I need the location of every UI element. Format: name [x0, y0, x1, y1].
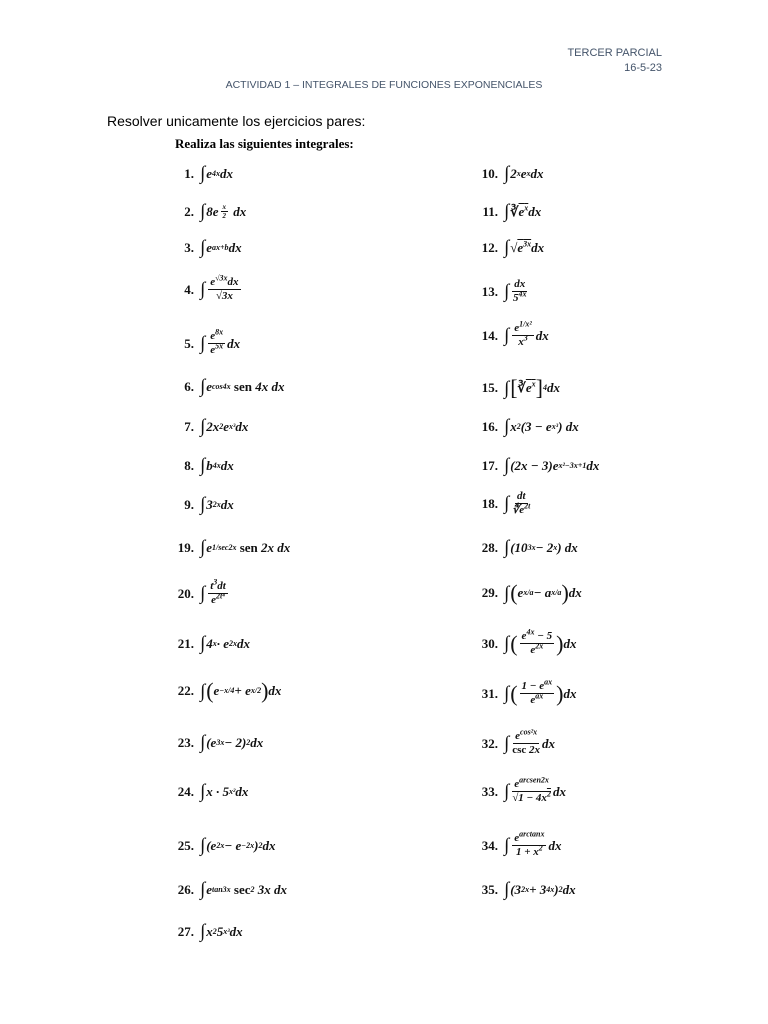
exercise-expression: ∫ ( $\frac{1 - e^{ax}}{e^{ax}}$ ) dx	[504, 677, 577, 706]
exercise-expression: ∫ (e 3x − 2) 2 dx	[200, 732, 264, 753]
exercise-number: 18.	[481, 495, 498, 511]
exercise-expression: ∫ $\frac{e^{8x}}{e^{5x}}$ dx	[200, 327, 241, 356]
exercise-31	[476, 677, 577, 707]
exercise-expression: ∫ ( e −x/4 + e x/2 ) dx	[200, 678, 282, 703]
exercise-9	[172, 495, 234, 514]
exercise-26	[172, 880, 287, 899]
exercise-number: 17.	[481, 457, 498, 473]
exercise-number: 11.	[482, 203, 498, 219]
exercise-8	[172, 456, 234, 475]
exercise-23	[172, 733, 263, 752]
exercise-expression: ∫ 4 x · e 2x dx	[200, 633, 250, 654]
exercise-14	[476, 319, 549, 349]
exercise-11	[476, 202, 541, 221]
exercise-number: 10.	[481, 165, 498, 181]
exercise-expression: ∫ ( $\frac{e^{4x} - 5}{e^{2x}}$ ) dx	[504, 627, 577, 656]
exercise-expression: ∫ (2x − 3)e x²−3x+1 dx	[504, 455, 600, 476]
exercise-15	[476, 377, 560, 399]
exercise-number: 35.	[481, 881, 498, 897]
exercise-number: 19.	[177, 539, 194, 555]
exercise-expression: ∫ e 1/sec2x sen 2x dx	[200, 537, 291, 558]
exercise-number: 32.	[481, 735, 498, 751]
exercise-number: 30.	[481, 635, 498, 651]
exercise-28	[476, 538, 578, 557]
exercise-expression: ∫ $\frac{e^{1/x^2}}{x^3}$ dx	[504, 319, 549, 348]
exercise-expression: ∫ x 2 (3 − e x³ ) dx	[504, 416, 579, 437]
exercise-number: 7.	[184, 418, 194, 434]
exercise-expression: ∫ $\frac{e^{arcsen2x}}{√1 - 4x^2}$ dx	[504, 775, 566, 804]
partial-label: TERCER PARCIAL	[567, 47, 662, 59]
exercise-19	[172, 538, 290, 557]
exercise-number: 16.	[481, 418, 498, 434]
exercise-number: 5.	[184, 335, 194, 351]
exercise-expression: ∫ $\frac{e^{√3x}dx}{√3x}$	[200, 273, 239, 302]
exercise-expression: ∫ $\frac{e^{cos^2x}}{\csc 2x}$ dx	[504, 727, 556, 756]
exercise-expression: ∫ (3 2x + 3 4x ) 2 dx	[504, 879, 576, 900]
exercise-number: 2.	[184, 203, 194, 219]
exercise-expression: ∫ e 4x dx	[200, 163, 233, 184]
exercise-35	[476, 880, 576, 899]
exercise-number: 3.	[184, 239, 194, 255]
exercise-expression: ∫ $\frac{dx}{5^{4x}}$	[504, 278, 527, 304]
exercise-1	[172, 164, 233, 183]
exercise-expression: ∫ √ $e^{3x}$ dx	[504, 237, 545, 258]
exercise-expression: ∫ b 4x dx	[200, 455, 234, 476]
instructions-text: Resolver unicamente los ejercicios pares:	[107, 113, 366, 129]
exercise-number: 12.	[481, 239, 498, 255]
exercise-number: 6.	[184, 378, 194, 394]
exercise-30	[476, 627, 577, 657]
exercise-7	[172, 417, 248, 436]
exercise-number: 34.	[481, 837, 498, 853]
exercise-number: 25.	[177, 837, 194, 853]
exercise-number: 14.	[481, 327, 498, 343]
exercises-subtitle: Realiza las siguientes integrales:	[175, 136, 354, 151]
header-right	[567, 46, 662, 76]
exercise-10	[476, 164, 544, 183]
exercise-number: 33.	[481, 783, 498, 799]
exercise-number: 22.	[177, 683, 194, 698]
exercise-expression: ∫ (e 2x − e −2x ) 2 dx	[200, 835, 276, 856]
exercise-number: 29.	[481, 585, 498, 600]
exercise-17	[476, 456, 599, 475]
exercise-expression: ∫ $\frac{t^3dt}{e^{2t^4}}$	[200, 577, 226, 606]
exercise-25	[172, 836, 275, 855]
exercise-29	[476, 582, 582, 604]
exercise-expression: ∫ e ax+b dx	[200, 237, 242, 258]
exercise-33	[476, 775, 566, 805]
exercise-expression: ∫ $\frac{e^{arctanx}}{1 + x^2}$ dx	[504, 829, 562, 858]
exercise-expression: ∫ 2x 2 e x³ dx	[200, 416, 249, 437]
exercise-13	[476, 278, 529, 305]
activity-title: ACTIVIDAD 1 – INTEGRALES DE FUNCIONES EXPONENCIALES	[225, 79, 543, 91]
exercise-number: 28.	[481, 539, 498, 555]
exercise-expression: ∫ (10 3x − 2 x ) dx	[504, 537, 578, 558]
exercise-number: 9.	[184, 496, 194, 512]
exercise-2	[172, 202, 246, 221]
exercise-24	[172, 782, 248, 801]
exercise-number: 26.	[177, 881, 194, 897]
exercise-number: 23.	[177, 734, 194, 750]
exercise-27	[172, 922, 243, 941]
exercise-expression: ∫ ∛ $e^x$ dx	[504, 201, 542, 222]
exercise-number: 15.	[481, 380, 498, 395]
exercise-6	[172, 377, 284, 396]
exercise-number: 13.	[481, 283, 498, 299]
exercise-number: 21.	[177, 635, 194, 651]
exercise-expression: ∫ $\frac{dt}{∜e^{2t}}$	[504, 490, 531, 516]
exercise-number: 8.	[184, 457, 194, 473]
exercise-expression: ∫ [ ∛ $e^x$ ] 4 dx	[504, 375, 560, 400]
exercise-expression: ∫ e cos4x sen 4x dx	[200, 376, 285, 397]
exercise-22	[172, 680, 281, 702]
exercise-32	[476, 727, 556, 757]
exercise-expression: ∫ e tan3x sec 2 3x dx	[200, 879, 288, 900]
exercise-expression: ∫ 3 2x dx	[200, 494, 234, 515]
date-label: 16-5-23	[624, 62, 662, 74]
exercise-expression: ∫ x 2 5 x³ dx	[200, 921, 243, 942]
exercise-21	[172, 634, 250, 653]
exercise-expression: ∫ ( e x/a − a x/a ) dx	[504, 580, 582, 605]
exercise-number: 31.	[481, 685, 498, 701]
exercise-5	[172, 327, 241, 357]
exercise-expression: ∫ 8e $\frac{x}{2}$ dx	[200, 201, 247, 222]
exercise-number: 20.	[177, 585, 194, 601]
exercise-number: 24.	[177, 783, 194, 799]
exercise-expression: ∫ 2 x e x dx	[504, 163, 544, 184]
exercise-number: 4.	[184, 281, 194, 297]
exercise-number: 1.	[184, 165, 194, 181]
exercise-12	[476, 238, 544, 257]
exercise-20	[172, 577, 230, 607]
exercise-34	[476, 829, 562, 859]
exercise-3	[172, 238, 242, 257]
exercise-expression: ∫ x · 5 x² dx	[200, 781, 249, 802]
exercise-16	[476, 417, 579, 436]
exercise-4	[172, 273, 243, 303]
exercise-number: 27.	[177, 923, 194, 939]
exercise-18	[476, 490, 532, 517]
